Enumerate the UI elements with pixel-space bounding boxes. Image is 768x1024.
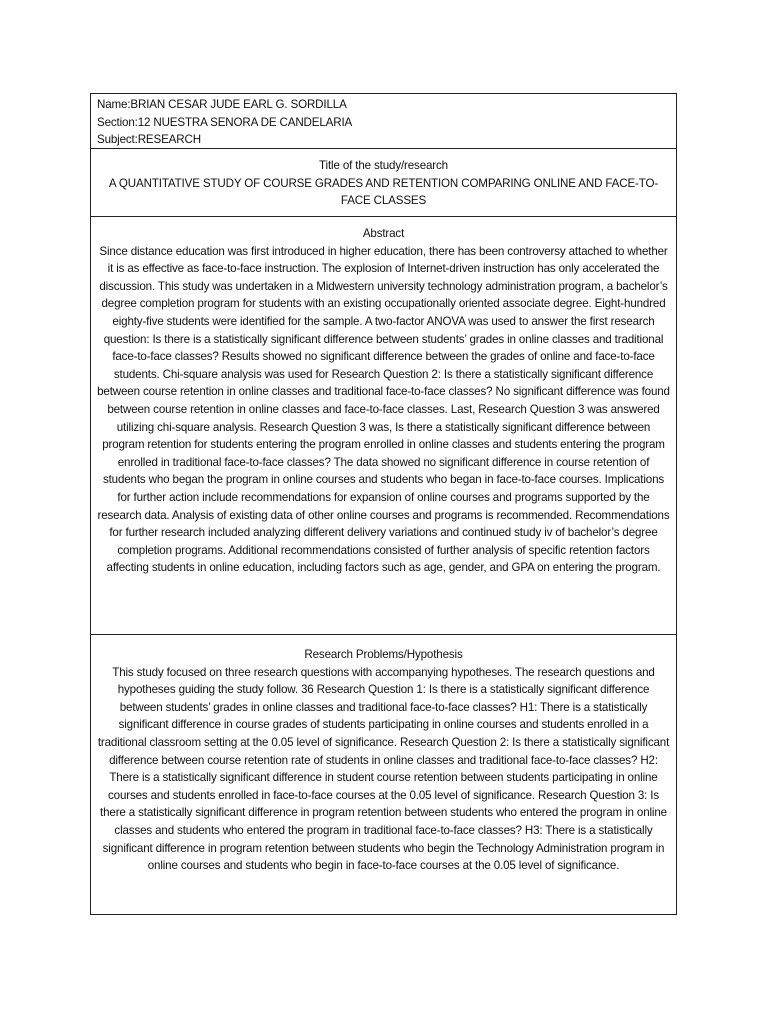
research-problems-cell	[91, 635, 676, 914]
abstract-heading: Abstract	[362, 227, 405, 240]
abstract-body: Since distance education was first introduced in higher education, there has been controversy attached to whether it is as effective as face-to-face instruction. The explosion of Internet-driven instruction has only accelerated the discussion. This study was undertaken in a Midwestern university technology administration program, a bachelor’s degree completion program for students with an existing occupationally oriented associate degree. Eight-hundred eighty-five students were identified for the sample. A two-factor ANOVA was used to answer the first research question: Is there is a statistically significant difference between students’ grades in online classes and traditional face-to-face classes? Results showed no significant difference between the grades of online and face-to-face students. Chi-square analysis was used for Research Question 2: Is there a statistically significant difference between course retention in online classes and traditional face-to-face classes? No significant difference was found between course retention in online classes and face-to-face classes. Last, Research Question 3 was answered utilizing chi-square analysis. Research Question 3 was, Is there a statistically significant difference between program retention for students entering the program enrolled in online classes and students entering the program enrolled in traditional face-to-face classes? The data showed no significant difference in course retention of students who began the program in online courses and students who began in face-to-face courses. Implications for further action include recommendations for expansion of online courses and programs supported by the research data. Analysis of existing data of other online courses and programs is recommended. Recommendations for further research included analyzing different delivery variations and continued study iv of bachelor’s degree completion programs. Additional recommendations consisted of further analysis of specific retention factors affecting students in online education, including factors such as age, gender, and GPA on entering the program.	[97, 244, 670, 575]
student-name: Name:BRIAN CESAR JUDE EARL G. SORDILLA	[97, 98, 347, 111]
research-problems-heading: Research Problems/Hypothesis	[304, 648, 463, 661]
document-table	[90, 93, 677, 915]
research-problems-body: This study focused on three research questions with accompanying hypotheses. The research questions and hypotheses guiding the study follow. 36 Research Question 1: Is there is a statistically significant difference between students’ grades in online classes and traditional face-to-face classes? H1: There is a statistically significant difference in course grades of students participating in online courses and students enrolled in a traditional classroom setting at the 0.05 level of significance. Research Question 2: Is there a statistically significant difference between course retention rate of students in online classes and traditional face-to-face classes? H2: There is a statistically significant difference in student course retention between students participating in online courses and students enrolled in face-to-face courses at the 0.05 level of significance. Research Question 3: Is there a statistically significant difference in program retention between students who entered the program in online classes and students who entered the program in traditional face-to-face classes? H3: There is a statistically significant difference in program retention between students who begin the Technology Administration program in online courses and students who begin in face-to-face courses at the 0.05 level of significance.	[97, 665, 670, 873]
abstract-cell	[91, 217, 676, 635]
study-title: A QUANTITATIVE STUDY OF COURSE GRADES AND RETENTION COMPARING ONLINE AND FACE-TO-FACE CLASSES	[108, 176, 659, 208]
title-heading: Title of the study/research	[319, 159, 448, 172]
title-cell	[91, 149, 676, 217]
student-info-cell	[91, 94, 676, 149]
student-section: Section:12 NUESTRA SENORA DE CANDELARIA	[97, 115, 353, 129]
student-subject: Subject:RESEARCH	[97, 133, 201, 147]
